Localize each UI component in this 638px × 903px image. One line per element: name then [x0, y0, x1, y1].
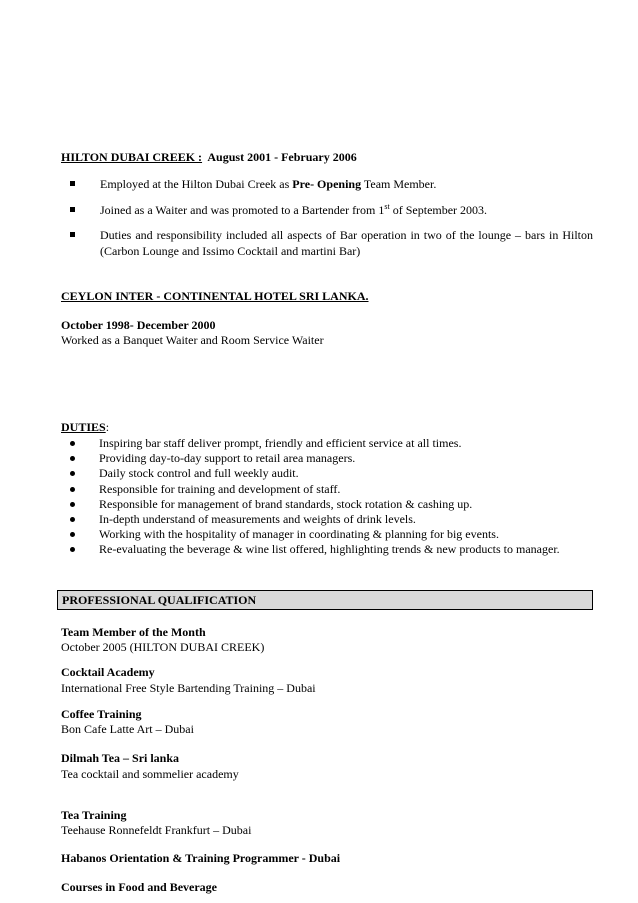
- qualification-title: Habanos Orientation & Training Programmer - Dubai: [61, 851, 341, 865]
- list-item: Re-evaluating the beverage & wine list offered, highlighting trends & new products to manager.: [61, 542, 586, 557]
- ceylon-employer: CEYLON INTER - CONTINENTAL HOTEL SRI LANKA.: [61, 289, 369, 303]
- round-bullet-icon: [70, 487, 75, 492]
- list-item: Joined as a Waiter and was promoted to a Bartender from 1st of September 2003.: [61, 203, 593, 219]
- square-bullet-icon: [70, 181, 75, 186]
- round-bullet-icon: [70, 547, 75, 552]
- duties-heading: DUTIES:: [61, 420, 110, 434]
- list-item: Working with the hospitality of manager in coordinating & planning for big events.: [61, 527, 586, 542]
- hilton-dates: August 2001 - February 2006: [207, 150, 357, 164]
- section-title: PROFESSIONAL QUALIFICATION: [62, 593, 257, 607]
- round-bullet-icon: [70, 456, 75, 461]
- round-bullet-icon: [70, 502, 75, 507]
- round-bullet-icon: [70, 471, 75, 476]
- hilton-employer: HILTON DUBAI CREEK :: [61, 150, 203, 164]
- list-item: Providing day-to-day support to retail area managers.: [61, 451, 586, 466]
- list-item: Daily stock control and full weekly audit.: [61, 466, 586, 481]
- ceylon-role: Worked as a Banquet Waiter and Room Service Waiter: [61, 333, 324, 347]
- qualification-detail: Bon Cafe Latte Art – Dubai: [61, 722, 194, 736]
- qualification-title: Coffee Training: [61, 707, 142, 721]
- qualification-detail: International Free Style Bartending Training – Dubai: [61, 681, 316, 695]
- qualification-detail: Tea cocktail and sommelier academy: [61, 767, 239, 781]
- qualification-detail: Teehause Ronnefeldt Frankfurt – Dubai: [61, 823, 252, 837]
- list-item: Responsible for training and development of staff.: [61, 482, 586, 497]
- square-bullet-icon: [70, 232, 75, 237]
- qualification-detail: October 2005 (HILTON DUBAI CREEK): [61, 640, 265, 654]
- qualification-title: Dilmah Tea – Sri lanka: [61, 751, 180, 765]
- section-header-bar: [57, 590, 593, 610]
- round-bullet-icon: [70, 517, 75, 522]
- qualification-title: Tea Training: [61, 808, 127, 822]
- list-item: Employed at the Hilton Dubai Creek as Pre- Opening Team Member.: [61, 177, 593, 193]
- qualification-title: Cocktail Academy: [61, 665, 155, 679]
- ceylon-dates: October 1998- December 2000: [61, 318, 216, 332]
- list-item: In-depth understand of measurements and weights of drink levels.: [61, 512, 586, 527]
- qualification-title: Team Member of the Month: [61, 625, 206, 639]
- hilton-heading: [61, 150, 593, 165]
- square-bullet-icon: [70, 207, 75, 212]
- list-item: Responsible for management of brand standards, stock rotation & cashing up.: [61, 497, 586, 512]
- list-item: Inspiring bar staff deliver prompt, friendly and efficient service at all times.: [61, 436, 586, 451]
- round-bullet-icon: [70, 441, 75, 446]
- round-bullet-icon: [70, 532, 75, 537]
- qualification-title: Courses in Food and Beverage: [61, 880, 217, 894]
- list-item: Duties and responsibility included all aspects of Bar operation in two of the lounge – bars in Hilton (Carbon Lounge and Issimo Cocktail and martini Bar): [61, 228, 593, 259]
- duties-list: [61, 436, 586, 558]
- hilton-bullet-list: [61, 177, 593, 259]
